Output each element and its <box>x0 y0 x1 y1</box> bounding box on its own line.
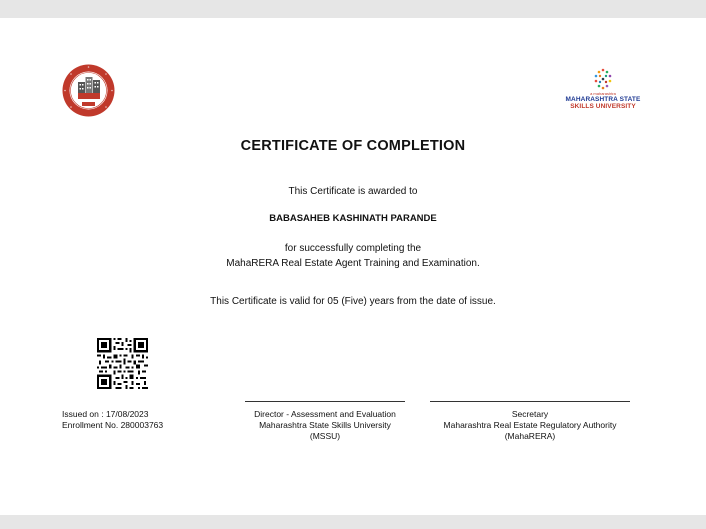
qr-code-icon <box>97 338 148 389</box>
signatory-director-abbr: (MSSU) <box>309 431 341 441</box>
signature-line-secretary <box>430 401 630 402</box>
signatory-secretary-title: Secretary <box>511 409 549 419</box>
signatory-secretary-org: Maharashtra Real Estate Regulatory Authority <box>443 420 617 430</box>
mssu-name-line2: SKILLS UNIVERSITY <box>570 103 636 110</box>
enrollment-number: Enrollment No. 280003763 <box>62 420 164 430</box>
signatory-secretary-abbr: (MahaRERA) <box>504 431 556 441</box>
awarded-to-text: This Certificate is awarded to <box>288 186 418 197</box>
mssu-logo <box>561 68 645 122</box>
signatory-director-org: Maharashtra State Skills University <box>259 420 391 430</box>
signatory-secretary <box>420 409 640 442</box>
signatory-director <box>225 409 425 442</box>
signatory-director-title: Director - Assessment and Evaluation <box>254 409 396 419</box>
recipient-name: BABASAHEB KASHINATH PARANDE <box>269 213 437 224</box>
issued-on-text: Issued on : 17/08/2023 <box>62 409 149 419</box>
mssu-dots-icon <box>592 68 614 90</box>
signature-line-director <box>245 401 405 402</box>
certificate-title: CERTIFICATE OF COMPLETION <box>240 138 466 154</box>
maharera-seal-logo <box>61 63 116 118</box>
mssu-name-line1: MAHARASHTRA STATE <box>565 96 641 103</box>
validity-text: This Certificate is valid for 05 (Five) years from the date of issue. <box>210 296 496 307</box>
completion-line-1: for successfully completing the <box>284 243 422 254</box>
mssu-small-text: a maharashtra <box>590 91 616 96</box>
issue-info <box>62 409 163 431</box>
certificate-page <box>0 18 706 515</box>
completion-line-2: MahaRERA Real Estate Agent Training and Examination. <box>226 258 480 269</box>
